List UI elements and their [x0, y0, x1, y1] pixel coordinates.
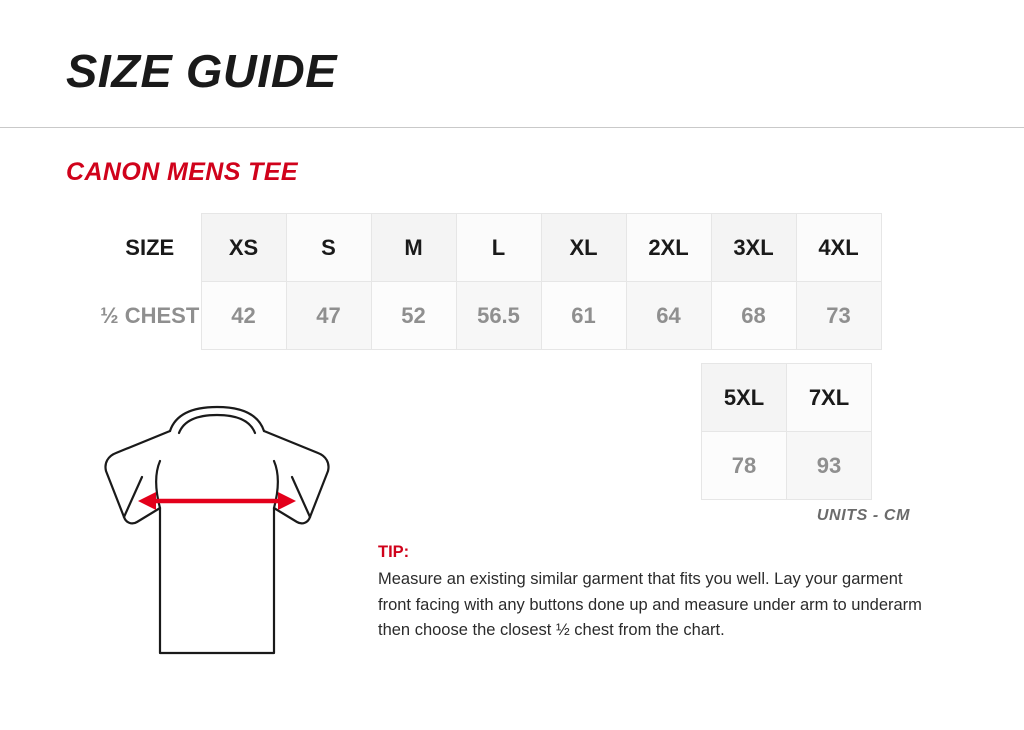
half-chest-xl: 61: [541, 282, 626, 350]
product-title: CANON MENS TEE: [66, 158, 299, 186]
table-row-half-chest: [99, 282, 881, 350]
half-chest-l: 56.5: [456, 282, 541, 350]
page-title: SIZE GUIDE: [66, 45, 338, 97]
half-chest-5xl: 78: [702, 432, 787, 500]
tip-label: TIP:: [378, 543, 410, 561]
header-divider: [0, 127, 1024, 128]
size-header-xs: XS: [201, 214, 286, 282]
table-row-sizes-extended: [702, 364, 872, 432]
size-header-5xl: 5XL: [702, 364, 787, 432]
size-table-secondary: [701, 363, 872, 500]
row-label-half-chest: ½ CHEST: [99, 282, 201, 350]
tee-diagram: [72, 405, 362, 675]
units-label: UNITS - CM: [816, 507, 910, 524]
tip-text: Measure an existing similar garment that fits you well. Lay your garment front facing with any buttons done up and measure under arm to underarm then choose the closest ½ chest from the chart.: [378, 570, 922, 639]
size-header-xl: XL: [541, 214, 626, 282]
half-chest-7xl: 93: [787, 432, 872, 500]
half-chest-2xl: 64: [626, 282, 711, 350]
half-chest-3xl: 68: [711, 282, 796, 350]
table-row-sizes: [99, 214, 881, 282]
size-header-3xl: 3XL: [711, 214, 796, 282]
row-label-size: SIZE: [99, 214, 201, 282]
size-header-s: S: [286, 214, 371, 282]
size-header-4xl: 4XL: [796, 214, 881, 282]
size-table-primary: [99, 213, 882, 350]
size-header-l: L: [456, 214, 541, 282]
size-header-m: M: [371, 214, 456, 282]
half-chest-4xl: 73: [796, 282, 881, 350]
half-chest-m: 52: [371, 282, 456, 350]
half-chest-s: 47: [286, 282, 371, 350]
table-row-half-chest-extended: [702, 432, 872, 500]
size-header-2xl: 2XL: [626, 214, 711, 282]
tip-block: [378, 543, 923, 644]
half-chest-width-arrow: [138, 492, 296, 510]
size-header-7xl: 7XL: [787, 364, 872, 432]
half-chest-xs: 42: [201, 282, 286, 350]
